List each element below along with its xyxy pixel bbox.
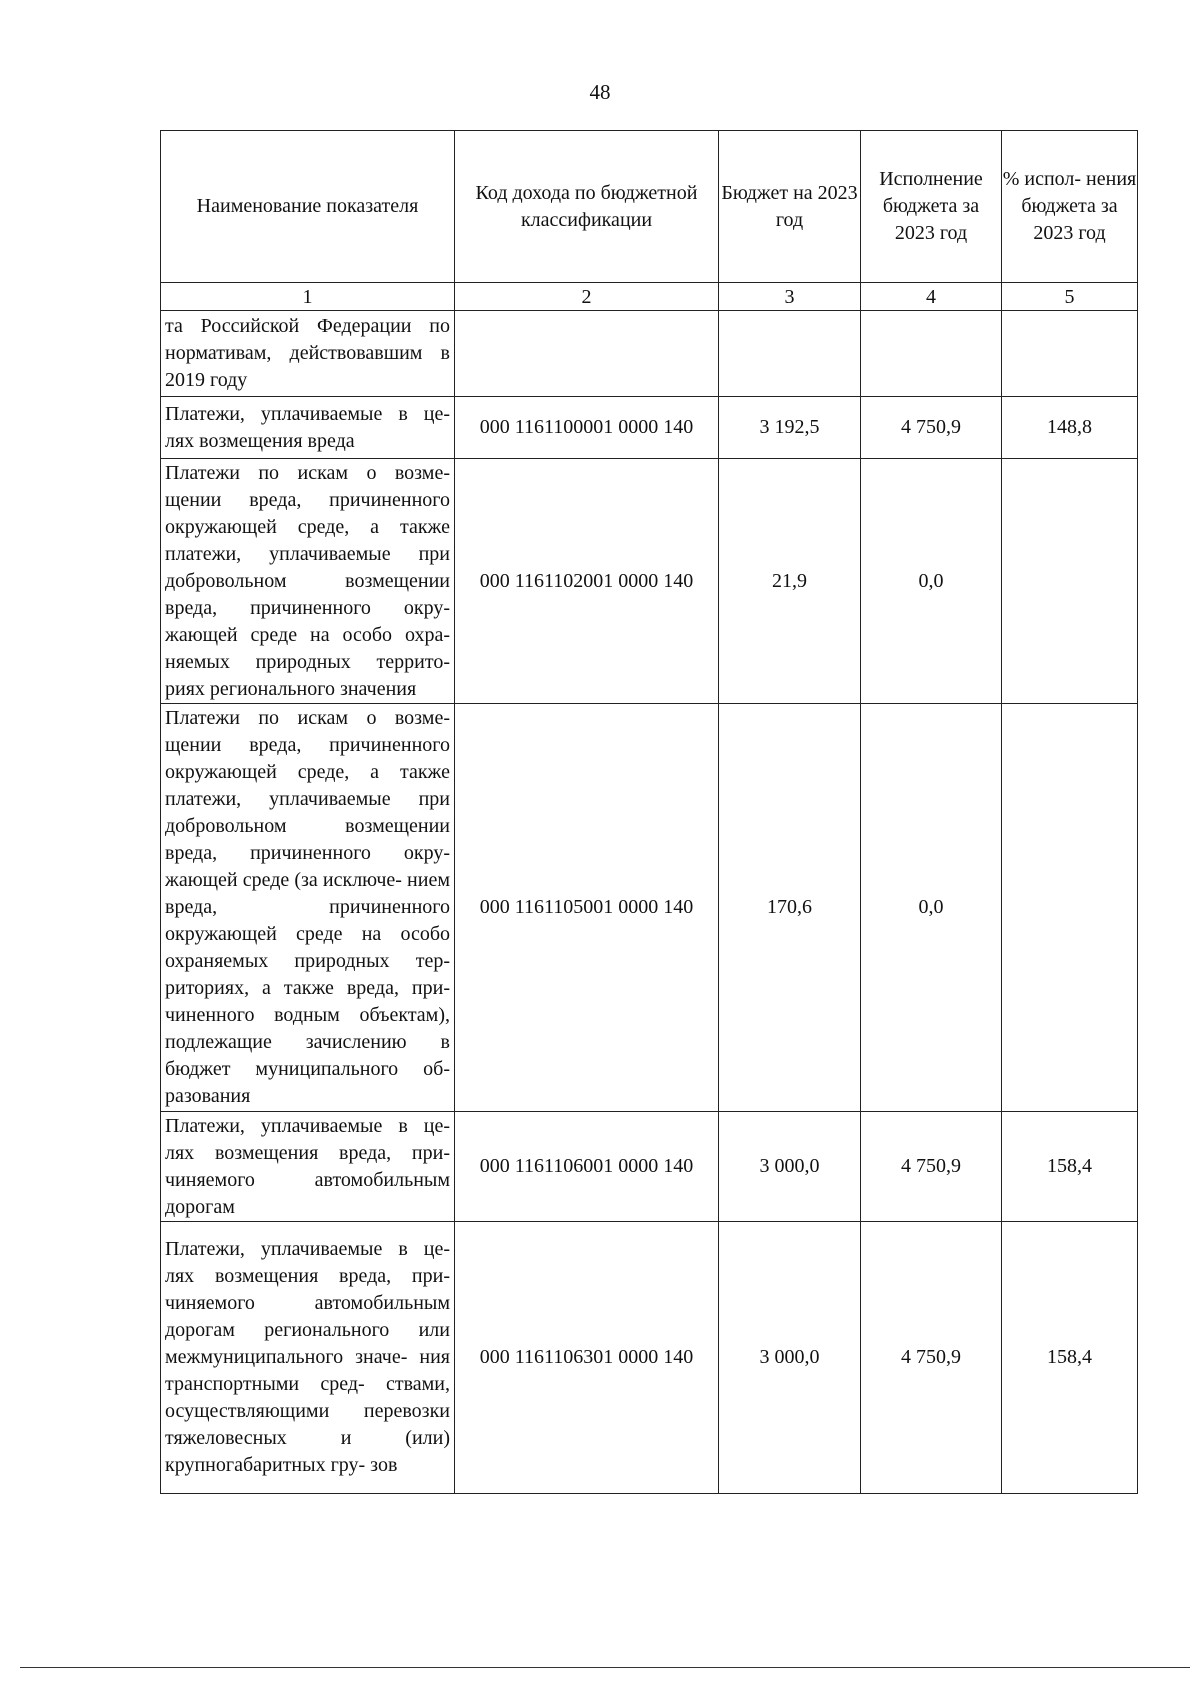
revenue-code [455,311,719,397]
budget-value: 3 192,5 [719,397,861,459]
execution-value: 4 750,9 [861,1222,1002,1494]
header-execution-2023: Исполнение бюджета за 2023 год [861,131,1002,283]
percent-value [1002,311,1138,397]
table-row [161,311,1138,397]
table-row [161,459,1138,704]
budget-value: 170,6 [719,704,861,1112]
revenue-table [160,130,1138,1494]
table-header-row [161,131,1138,283]
budget-value: 21,9 [719,459,861,704]
revenue-code: 000 1161106001 0000 140 [455,1112,719,1222]
budget-value [719,311,861,397]
column-number-row [161,283,1138,311]
header-execution-percent: % испол- нения бюджета за 2023 год [1002,131,1138,283]
execution-value [861,311,1002,397]
page-number: 48 [589,80,611,104]
percent-value: 158,4 [1002,1112,1138,1222]
execution-value: 4 750,9 [861,397,1002,459]
table-row [161,1112,1138,1222]
bottom-rule [20,1667,1190,1668]
budget-value: 3 000,0 [719,1112,861,1222]
indicator-name: Платежи по искам о возме- щении вреда, причиненного окружающей среде, а также платежи, уплачиваемые при добровольном возмещении вреда, причиненного окру- жающей среде на особо охра- няемых природных террито- риях регионального значения [161,459,455,704]
revenue-code: 000 1161105001 0000 140 [455,704,719,1112]
table-row [161,397,1138,459]
indicator-name: Платежи, уплачиваемые в це- лях возмещения вреда, при- чиняемого автомобильным дорогам [161,1112,455,1222]
execution-value: 0,0 [861,459,1002,704]
indicator-name: Платежи, уплачиваемые в це- лях возмещения вреда [161,397,455,459]
header-budget-2023: Бюджет на 2023 год [719,131,861,283]
revenue-code: 000 1161106301 0000 140 [455,1222,719,1494]
header-indicator-name: Наименование показателя [161,131,455,283]
indicator-name: Платежи по искам о возме- щении вреда, причиненного окружающей среде, а также платежи, уплачиваемые при добровольном возмещении вреда, причиненного окру- жающей среде (за исключе- нием вреда, причиненного окружающей среде на особо охраняемых природных тер- риториях, а также вреда, при- чиненного водным объектам), подлежащие зачислению в бюджет муниципального об- разования [161,704,455,1112]
table-row [161,1222,1138,1494]
column-number: 2 [455,283,719,311]
execution-value: 4 750,9 [861,1112,1002,1222]
percent-value [1002,459,1138,704]
percent-value [1002,704,1138,1112]
percent-value: 158,4 [1002,1222,1138,1494]
column-number: 5 [1002,283,1138,311]
header-revenue-code: Код дохода по бюджетной классификации [455,131,719,283]
indicator-name: та Российской Федерации по нормативам, действовавшим в 2019 году [161,311,455,397]
column-number: 1 [161,283,455,311]
percent-value: 148,8 [1002,397,1138,459]
budget-value: 3 000,0 [719,1222,861,1494]
column-number: 3 [719,283,861,311]
table-row [161,704,1138,1112]
column-number: 4 [861,283,1002,311]
revenue-code: 000 1161102001 0000 140 [455,459,719,704]
execution-value: 0,0 [861,704,1002,1112]
revenue-code: 000 1161100001 0000 140 [455,397,719,459]
indicator-name: Платежи, уплачиваемые в це- лях возмещения вреда, при- чиняемого автомобильным дорогам регионального или межмуниципального значе- ния транспортными сред- ствами, осуществляющими перевозки тяжеловесных и (или) крупногабаритных гру- зов [161,1222,455,1494]
